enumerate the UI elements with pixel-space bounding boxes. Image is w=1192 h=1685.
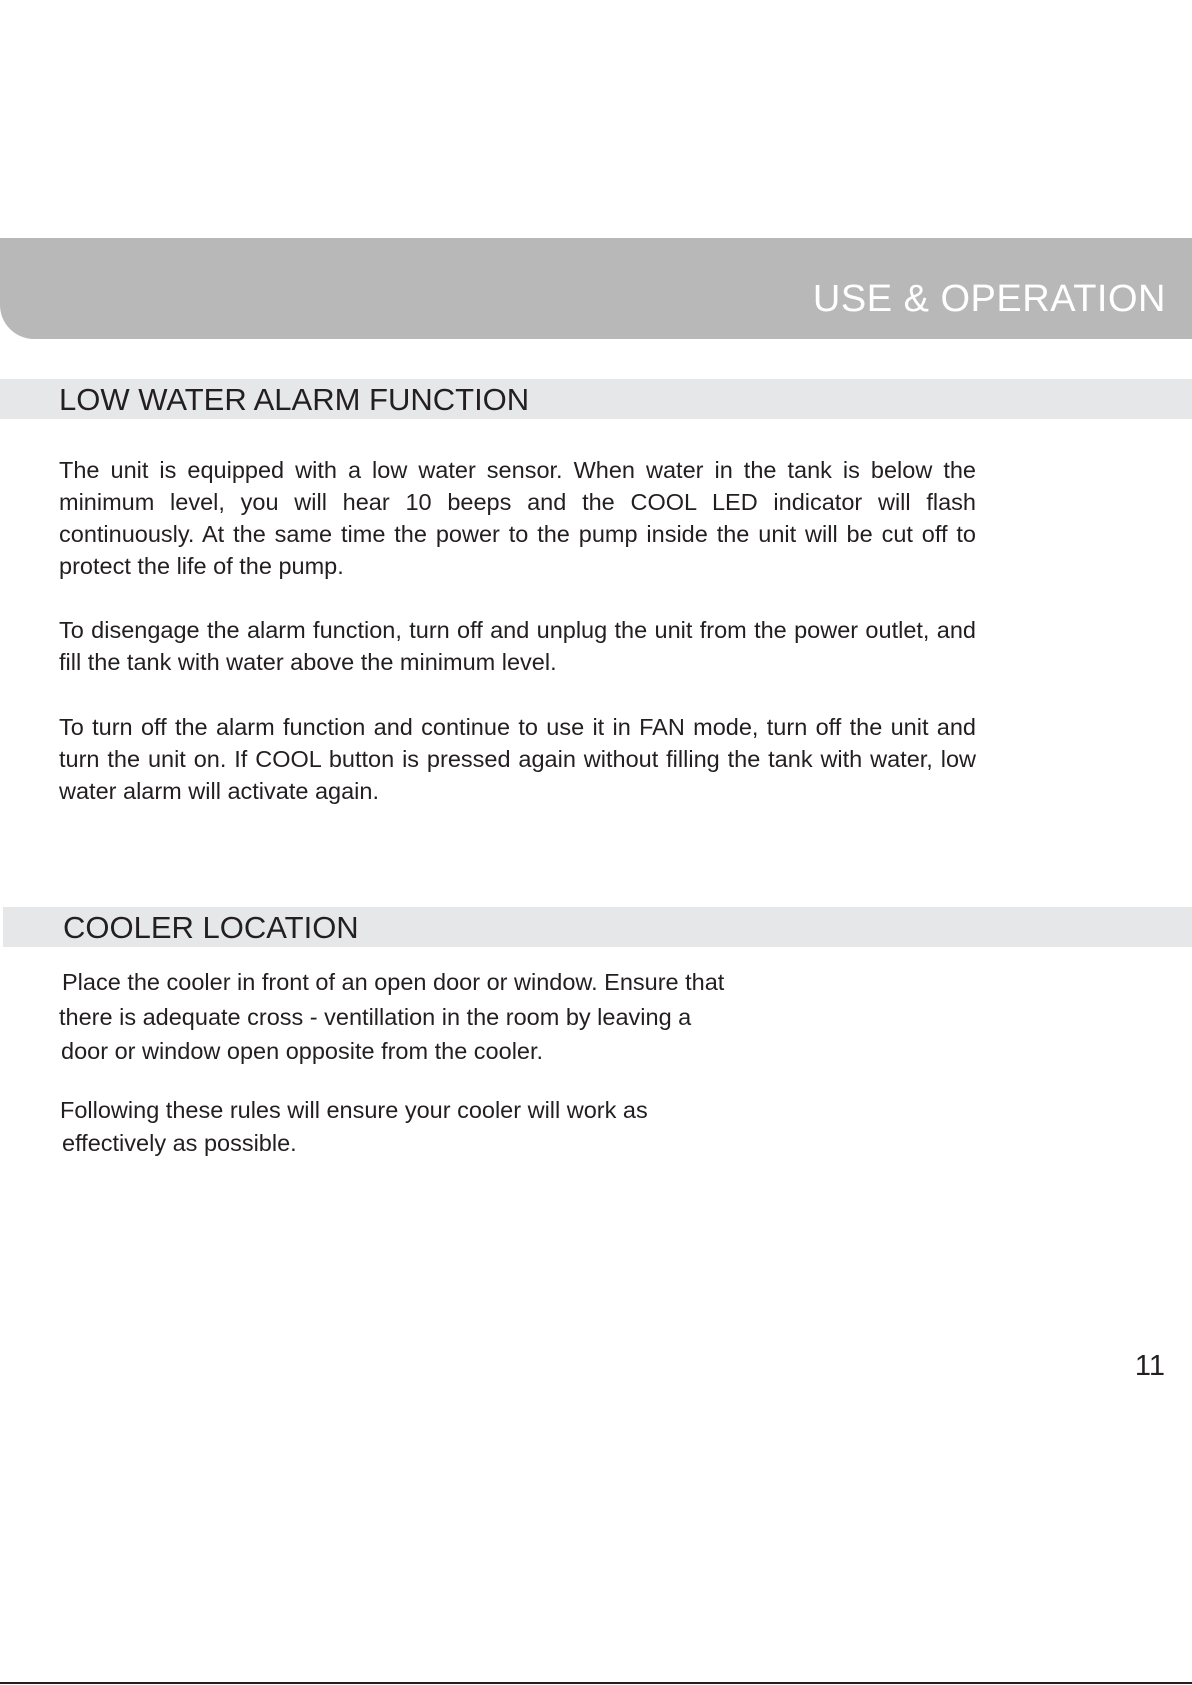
- alarm-paragraph-sensor: The unit is equipped with a low water sensor. When water in the tank is below the minimum level, you will hear 10 beeps and the COOL LED indicator will flash continuously. At the same time the power to the pump inside the unit will be cut off to protect the life of the pump.: [59, 457, 976, 579]
- location-rules-line: Following these rules will ensure your cooler will work as: [60, 1097, 648, 1123]
- section-heading-cooler-location: COOLER LOCATION: [63, 910, 359, 945]
- section-bar-low-water-alarm: [0, 379, 1192, 419]
- header-title: USE & OPERATION: [812, 278, 1166, 320]
- page-number: 11: [1134, 1350, 1165, 1382]
- alarm-paragraph-fan-mode: To turn off the alarm function and continue to use it in FAN mode, turn off the unit and turn the unit on. If COOL button is pressed again without filling the tank with water, low water alarm will activate again.: [59, 714, 976, 804]
- location-line: door or window open opposite from the cooler.: [61, 1038, 544, 1064]
- header-band: [0, 238, 1192, 339]
- location-rules-line: effectively as possible.: [62, 1130, 297, 1156]
- section-heading-low-water-alarm: LOW WATER ALARM FUNCTION: [59, 382, 530, 417]
- alarm-paragraph-disengage: To disengage the alarm function, turn off and unplug the unit from the power outlet, and fill the tank with water above the minimum level.: [59, 617, 976, 675]
- section-bar-cooler-location: [3, 907, 1192, 947]
- location-line: Place the cooler in front of an open door or window. Ensure that: [62, 969, 725, 995]
- bottom-rule: [0, 1682, 1192, 1684]
- location-line: there is adequate cross - ventillation in the room by leaving a: [59, 1004, 692, 1030]
